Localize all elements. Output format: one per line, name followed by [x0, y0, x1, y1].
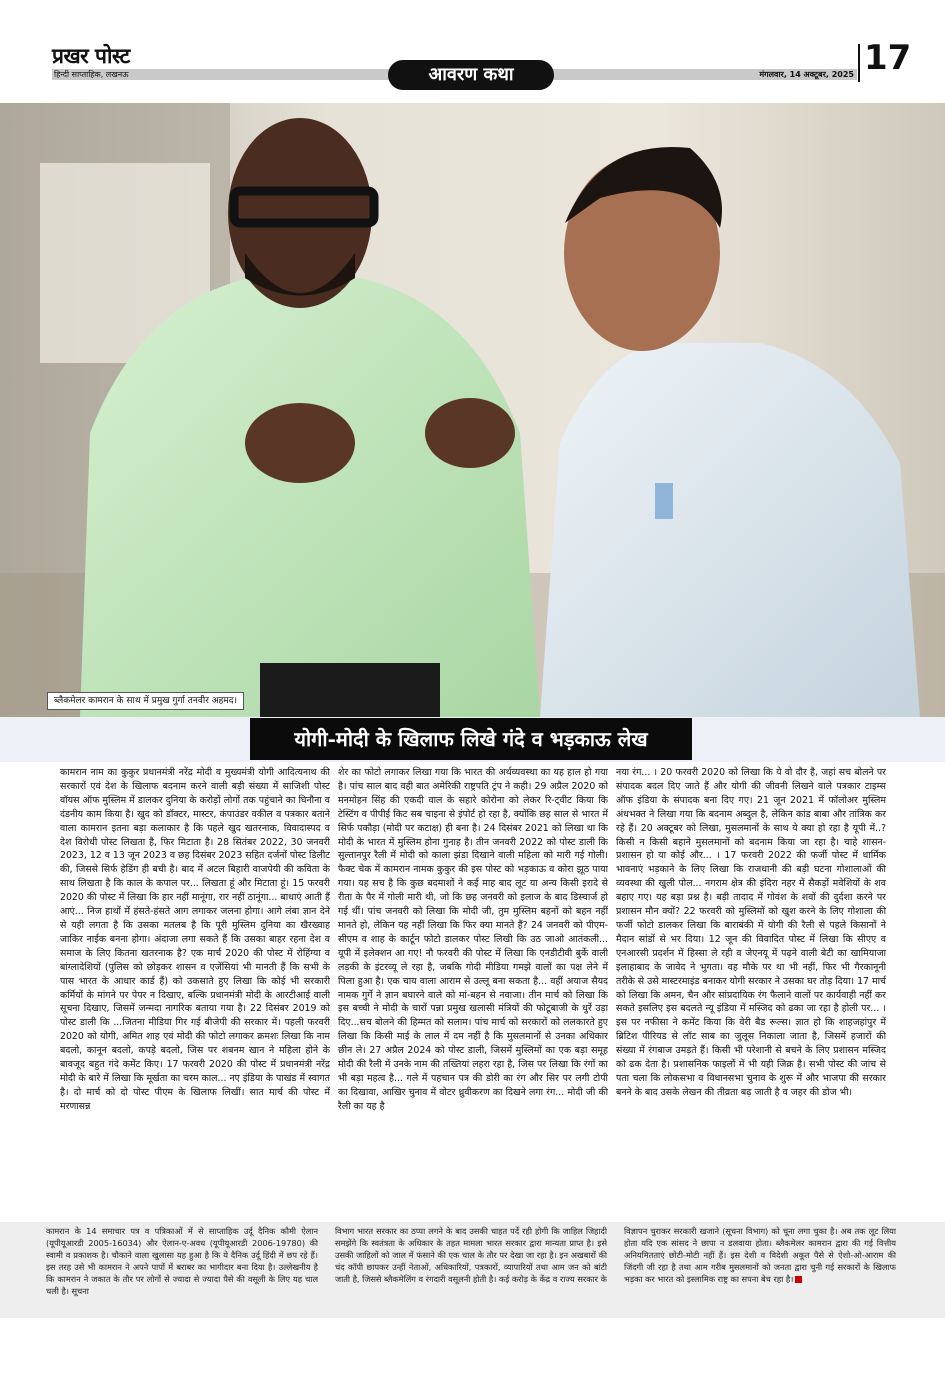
footnote-column-3-text: विज्ञापन चुराकर सरकारी खजाने (सूचना विभाग) को चूना लगा चुका है। अब तक लूट लिया होता यदि एक सांसद ने छापा न डलवाया होता। ब्लैकमेलर कामरान द्वारा की गई वित्तीय अनियमितताएं छोटी-मोटी नहीं हैं। इस देशी व विदेशी अकूत पैसे से ऐशो-ओ-आराम की जिंदगी जी रहा है तथा आम गरीब मुसलमानों को जनता द्वारा चुनी गई सरकारों के खिलाफ भड़का कर भारत को इस्लामिक राष्ट्र का सपना बेच रहा है। — [624, 1226, 896, 1284]
issue-date: मंगलवार, 14 अक्टूबर, 2025 — [759, 70, 854, 79]
section-label: आवरण कथा — [388, 60, 554, 90]
page-number-divider — [858, 44, 860, 82]
photo-caption: ब्लैकमेलर कामरान के साथ में प्रमुख गुर्गा तनवीर अहमद। — [47, 692, 244, 710]
end-of-story-mark — [795, 1276, 802, 1283]
masthead — [52, 38, 912, 92]
footnote-column-3 — [624, 1225, 896, 1315]
article-headline: योगी-मोदी के खिलाफ लिखे गंदे व भड़काऊ लेख — [250, 718, 692, 760]
article-column-3: नया रंग... । 20 फरवरी 2020 को लिखा कि ये वो दौर है, जहां सच बोलने पर संपादक बदल दिए जाते हैं और योगी की जीवनी लिखने वाले पत्रकार टाइम्स ऑफ इंडिया के संपादक बना दिए गए। 21 जून 2021 में फॉलोअर मुस्लिम अंधभक्त ने लिखा गया कि बदनाम अब्दुल है, लेकिन कांड बाबा और तांत्रिक कर रहे हैं। 20 अक्टूबर को लिखा, मुसलमानों के साथ ये क्या हो रहा है यूपी में..? किसी न किसी बहाने मुसलमानों को बदनाम किया जा रहा है। चाहे शासन-प्रशासन हो या कोई और... । 17 फरवरी 2022 की फर्जी पोस्ट में धार्मिक भावनाएं भड़काने के लिए लिखा कि राजधानी की बड़ी घटना गोशालाओं की व्यवस्था की खुली पोल... नगराम क्षेत्र की इंदिरा नहर में सैकड़ों मवेशियों के शव बहाए गए। यह बड़ा प्रश्न है। बड़ी तादाद में गोवंश के शवों की दुर्दशा करने पर प्रशासन मौन क्यों? 22 फरवरी को मुस्लिमों को खुश करने के लिए गोशाला की फर्जी फोटो डालकर लिखा कि बाराबंकी में योगी की रैली से पहले किसानों ने मैदान सांडों से भर दिया। 12 जून की विवादित पोस्ट में लिखा कि सीएए व एनआरसी प्रदर्शन में हिस्सा ले रही व जेएनयू में पढ़ने वाली बेटी का खामियाजा इलाहाबाद के जावेद ने भुगता। वह मौके पर था भी नहीं, फिर भी गैरकानूनी तरीके से उसे मास्टरमाइंड बनाकर योगी सरकार ने उसका घर तोड़ दिया। 17 मार्च को लिखा कि अमन, चैन और सांप्रदायिक रंग फैलाने वालों पर कार्यवाही नहीं कर सकते इसलिए इस बदलते न्यू इंडिया में मस्जिद को ढका जा रहा है होली पर... । इस पर नफीसा ने कमेंट किया कि वेरी बैड रूल्स। ज्ञात हो कि शाहजहांपुर में ब्रिटिश पीरियड से लॉट साब का जुलूस निकाला जाता है, जिसमें हजारों की संख्या में रंगबाज उमड़ते हैं। किसी भी परेशानी से बचने के लिए प्रशासन मस्जिद को ढक देता है। प्रशासनिक फाइलों में भी यही जिक्र है। सभी पोस्ट की जांच से पता चला कि लोकसभा व विधानसभा चुनाव के शुरू में और भाजपा की सरकार बनने के बाद उसके लेखन की तीव्रता बढ़ जाती है व जहर की डोज भी। — [616, 767, 886, 1098]
publication-name: प्रखर पोस्ट — [52, 43, 130, 68]
page-number: 17 — [864, 38, 912, 78]
publication-subtitle: हिन्दी साप्ताहिक, लखनऊ — [54, 70, 129, 79]
article-column-1: कामरान नाम का कुकुर प्रधानमंत्री नरेंद्र मोदी व मुख्यमंत्री योगी आदित्यनाथ की सरकारों एवं देश के खिलाफ बदनाम करने वाली बड़ी संख्या में साजिशी पोस्ट वॉयस ऑफ मुस्लिम में डालकर दुनिया के करोड़ों लोगों तक पहुंचाने का घिनौना व दंडनीय काम किया है। खुद को डॉक्टर, मास्टर, कंपाउंडर वकील व पत्रकार बताने वाला कामरान इतना बड़ा कलाकार है कि पहले खुद खतरनाक, विवादास्पद व देश विरोधी पोस्ट लिखता है, फिर मिटाता है। 28 सितंबर 2022, 30 जनवरी 2023, 12 व 13 जून 2023 व छह दिसंबर 2023 सहित दर्जनों पोस्ट डिलीट की, जिससे सिर्फ हेडिंग ही बची है। बाद में अटल बिहारी वाजपेयी की कविता के साथ लिखता है कि काल के कपाल पर... लिखता हूं और मिटाता हूं। 15 फरवरी 2020 की पोस्ट में लिखा कि हार नहीं मानूंगा, रार नहीं ठानूंगा... बाधाएं आती हैं आएं... निज हाथों में हंसते-हंसते आग लगाकर जलना होगा। आगे लंबा ज्ञान देने से यही लगता है कि उसका मतलब है कि पूरी मुस्लिम दुनिया का खैरख्वाह जाकिर नाईक बनना होगा। अंदाजा लगा सकते हैं कि उसका बाहर रहना देश व समाज के लिए कितना खतरनाक है? एक मार्च 2020 की पोस्ट में रोहिंग्या व बांग्लादेशियों (पुलिस को छोड़कर शासन व एजेंसियां भी मानती हैं कि सभी के पास भारत के आधार कार्ड हैं) को उकसाते हुए लिखा कि कोई भी सरकारी कर्मियों के मांगने पर पेपर न दिखाए, बल्कि प्रधानमंत्री मोदी के आरटीआई वाली सूचना दिखाए, जिसमें जन्मदा नागरिक बताया गया है। 22 दिसंबर 2019 को पोस्ट डाली कि ...जितना मीडिया गिर गई बीजेपी की सरकार में। पहली फरवरी 2020 को योगी, अमित शाह एवं मोदी की फोटो लगाकर क्रमशः लिखा कि नाम बदलो, कानून बदलो, कपड़े बदलो, जिस पर शबनम खान ने महिला होने के बावजूद बहुत गंदे कमेंट किए। 17 फरवरी 2020 की पोस्ट में प्रधानमंत्री नरेंद्र मोदी के बारे में लिखा कि मूर्खता का चरम काल... नए इंडिया के पाखंड में स्वागत है। दो मार्च को दो पोस्ट पीएम के खिलाफ लिखीं। सात मार्च की पोस्ट में मरणासन्न — [60, 767, 330, 1112]
footnote-column-1: कामरान के 14 समाचार पत्र व पत्रिकाओं में से साप्ताहिक उर्दू दैनिक कौमी ऐलान (यूपीयूआरडी 2005-16034) और ऐलान-ए-अवध (यूपीयूआरडी 2006-19780) की स्वामी व प्रकाशक है। चौकाने वाला खुलासा यह हुआ है कि ये दैनिक उर्दू हिंदी में छप रहे हैं। इस तरह उसे भी कामरान ने अपने पापों में बराबर का भागीदार बना दिया है। उल्लेखनीय है कि कामरान ने जकात के तौर पर लोगों से ज्यादा से ज्यादा पैसे की वसूली के लिए यह चाल चली है। सूचना — [46, 1226, 318, 1296]
photo-illustration — [0, 103, 945, 717]
footnote-column-2: विभाग भारत सरकार का ठप्पा लगने के बाद उसकी चाहत पर्दे रही होगी कि जाहिल जिहादी समझेंगे कि स्वतंत्रता के अधिकार के तहत मामला भारत सरकार द्वारा मान्यता प्राप्त है। इसे उसकी जाहिलों को जाल में फंसाने की एक चाल के तौर पर देखा जा रहा है। इन अखबारों की चंद कॉपी छापकर उन्हीं नेताओं, अधिकारियों, पत्रकारों, व्यापारियों तथा आम जन को बांटी जाती है, जिससे ब्लैकमेलिंग व रंगदारी वसूलनी होती है। कई करोड़ के केंद्र व राज्य सरकार के — [335, 1226, 607, 1284]
article-column-2: शेर का फोटो लगाकर लिखा गया कि भारत की अर्थव्यवस्था का यह हाल हो गया है। पांच साल बाद वही बात अमेरिकी राष्ट्रपति ट्रंप ने कही। 29 अप्रैल 2020 को मनमोहन सिंह की एकदी वाल के सहारे कोरोना को लेकर रि-ट्वीट किया कि टेस्टिंग व पीपीई किट सब चाइना से इंपोर्ट हो रहा है, क्योंकि छह साल से भारत में सिर्फ पकौड़ा (मोदी पर कटाक्ष) ही बना है। 24 दिसंबर 2021 को लिखा था कि मोदी के भारत में मुस्लिम होना गुनाह है। तीन जनवरी 2022 को पोस्ट डाली कि सुल्तानपुर रैली में मोदी को काला झंडा दिखाने वाली महिला को मारी गई गोली। फैक्ट चेक में कामरान नामक कुकुर की इस पोस्ट को भड़काऊ व कोरा झूठ पाया गया। यह सच है कि कुछ बदमाशों ने कई माह बाद लूट या अन्य किसी इरादे से रीता के पैर में गोली मारी थी, जो कि छह जनवरी को इलाज के बाद डिस्चार्ज हो गई थीं। पांच जनवरी को लिखा कि मोदी जी, तुम मुस्लिम बहनों को बहन नहीं मानते हो, लेकिन यह नहीं लिखा कि फिर क्या मानते हैं? 24 जनवरी को पीएम-सीएम व शाह के कार्टून फोटो डालकर पोस्ट लिखी कि उठ जाओ आतंकली... यूपी में इलेक्शन आ गए! नौ फरवरी की पोस्ट में लिखा कि एनडीटीवी बुर्के वाली लड़की के इंटरव्यू ले रहा है, जबकि गोदी मीडिया गमझे वालों का पक्ष लेने में पिला हुआ है। एक चाय वाला आराम से उल्लू बना सकता है... वहीं अयाज सैयद नामक गुर्गे ने ज्ञान बघारने वाले को मां-बहन से नवाजा। तीन मार्च को लिखा कि इस बच्ची ने मोदी के चारों पन्ना प्रमुख खलासी मंत्रियों की फोटूबाजी के धुर्रे उड़ा दिए...सच बोलने की हिम्मत को सलाम। पांच मार्च को सरकारों को ललकारते हुए लिखा कि किसी माई के लाल में दम नहीं है कि मुसलमानों से उनका अधिकार छीन ले। 27 अप्रैल 2024 को पोस्ट डाली, जिसमें मुस्लिमों का एक बड़ा समूह मोदी की रैली में उनके नाम की तख्तियां लहरा रहा है, जिस पर लिखा कि रंगों का भी बड़ा महत्व है... गले में पहचान पत्र की डोरी का रंग और सिर पर लगी टोपी का दिखावा, आखिर चुनाव में वोटर ध्रुवीकरण का दिखने लगा रंग... मोदी जी की रैली का यह है — [338, 767, 608, 1112]
lead-photo — [0, 103, 945, 717]
